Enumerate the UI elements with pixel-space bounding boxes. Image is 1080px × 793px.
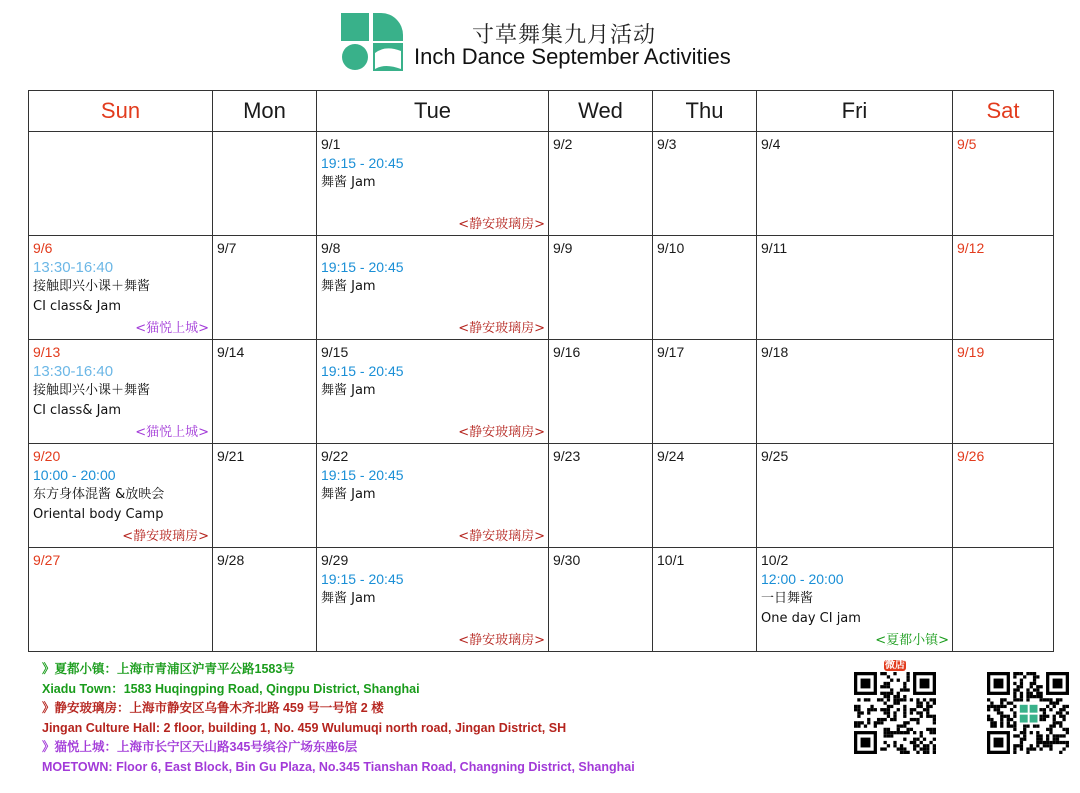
weidian-qr-code[interactable]: [852, 672, 938, 754]
event-time: 19:15 - 20:45: [321, 363, 404, 379]
day-date: 9/25: [761, 448, 789, 464]
day-date: 9/24: [657, 448, 685, 464]
calendar-table: [28, 90, 1054, 652]
event: [321, 154, 544, 193]
event-name: 东方身体混酱 &放映会: [33, 487, 165, 502]
day-date: 9/14: [217, 344, 245, 360]
event: [761, 570, 948, 629]
day-cell: [29, 548, 213, 652]
day-cell: [549, 444, 653, 548]
weidian-badge: [884, 656, 906, 671]
day-date: 9/18: [761, 344, 789, 360]
event: [321, 570, 544, 609]
day-date: 9/8: [321, 240, 341, 256]
event-time: 10:00 - 20:00: [33, 467, 116, 483]
day-cell: [29, 132, 213, 236]
jingan-address-cn: 》静安玻璃房：上海市静安区乌鲁木齐北路 459 号一号馆 2 楼: [42, 701, 384, 715]
event-venue: <猫悦上城>: [135, 321, 209, 336]
event: [321, 466, 544, 505]
week-row: [29, 548, 1054, 652]
event-time: 13:30-16:40: [33, 259, 114, 276]
event-venue: <静安玻璃房>: [458, 633, 545, 648]
day-date: 9/1: [321, 136, 341, 152]
event-time: 13:30-16:40: [33, 363, 114, 380]
event-name: 舞酱 Jam: [321, 591, 376, 606]
day-date: 9/9: [553, 240, 573, 256]
weekday-wed: Wed: [549, 91, 653, 132]
day-cell[interactable]: [29, 340, 213, 444]
event-time: 19:15 - 20:45: [321, 571, 404, 587]
day-date: 9/2: [553, 136, 573, 152]
event-name: One day CI jam: [761, 611, 861, 626]
day-date: 9/30: [553, 552, 581, 568]
event-time: 12:00 - 20:00: [761, 571, 844, 587]
moetown-address-en: MOETOWN: Floor 6, East Block, Bin Gu Plaza, No.345 Tianshan Road, Changning District, Shanghai: [42, 759, 635, 774]
day-cell[interactable]: [29, 444, 213, 548]
day-cell: [953, 444, 1054, 548]
event-time: 19:15 - 20:45: [321, 259, 404, 275]
day-date: 9/6: [33, 240, 53, 256]
day-cell[interactable]: [29, 236, 213, 340]
event-name: 一日舞酱: [761, 591, 814, 606]
event-venue: <静安玻璃房>: [122, 529, 209, 544]
event-name: 舞酱 Jam: [321, 279, 376, 294]
day-date: 9/22: [321, 448, 349, 464]
header: [0, 0, 1080, 90]
day-cell: [549, 132, 653, 236]
event-venue: <静安玻璃房>: [458, 529, 545, 544]
event-time: 19:15 - 20:45: [321, 155, 404, 171]
moetown-address-cn: 》猫悦上城：上海市长宁区天山路345号缤谷广场东座6层: [42, 740, 358, 754]
weekday-sat: Sat: [953, 91, 1054, 132]
day-cell: [653, 132, 757, 236]
event: [321, 362, 544, 401]
day-date: 9/3: [657, 136, 677, 152]
weekday-sun: Sun: [29, 91, 213, 132]
day-date: 10/1: [657, 552, 685, 568]
day-date: 9/4: [761, 136, 781, 152]
weekday-fri: Fri: [757, 91, 953, 132]
wechat-qr-code[interactable]: [985, 672, 1071, 754]
day-date: 9/16: [553, 344, 581, 360]
day-cell: [653, 548, 757, 652]
day-cell: [213, 340, 317, 444]
day-cell: [953, 548, 1054, 652]
event: [33, 362, 208, 421]
venue-addresses: [42, 660, 635, 777]
day-date: 9/10: [657, 240, 685, 256]
event-venue: <静安玻璃房>: [458, 321, 545, 336]
event-time: 19:15 - 20:45: [321, 467, 404, 483]
day-cell: [213, 548, 317, 652]
event-name: 舞酱 Jam: [321, 487, 376, 502]
week-row: [29, 236, 1054, 340]
day-date: 9/23: [553, 448, 581, 464]
day-cell[interactable]: [317, 444, 549, 548]
day-date: 9/11: [761, 240, 788, 256]
day-date: 9/20: [33, 448, 61, 464]
event-venue: <静安玻璃房>: [458, 425, 545, 440]
day-cell[interactable]: [757, 548, 953, 652]
day-cell[interactable]: [317, 340, 549, 444]
day-cell: [213, 444, 317, 548]
day-cell: [953, 236, 1054, 340]
event: [33, 258, 208, 317]
event-name: 接触即兴小课＋舞酱: [33, 383, 151, 398]
inch-dance-logo: [341, 13, 403, 71]
calendar-body: [29, 132, 1054, 652]
day-date: 9/15: [321, 344, 349, 360]
title-english: Inch Dance September Activities: [414, 44, 731, 69]
event-name: 舞酱 Jam: [321, 175, 376, 190]
jingan-address-en: Jingan Culture Hall: 2 floor, building 1, No. 459 Wulumuqi north road, Jingan District, SH: [42, 720, 567, 735]
week-row: [29, 340, 1054, 444]
event-name: CI class& Jam: [33, 403, 122, 418]
title-chinese: 寸草舞集九月活动: [472, 23, 657, 48]
day-date: 9/13: [33, 344, 61, 360]
weekday-mon: Mon: [213, 91, 317, 132]
day-cell: [653, 236, 757, 340]
event-name: 舞酱 Jam: [321, 383, 376, 398]
day-date: 9/27: [33, 552, 61, 568]
event-name: Oriental body Camp: [33, 507, 164, 522]
day-date: 9/26: [957, 448, 985, 464]
event-name: 接触即兴小课＋舞酱: [33, 279, 151, 294]
day-date: 9/19: [957, 344, 985, 360]
weidian-badge-label: 微店: [885, 660, 905, 671]
day-cell[interactable]: [317, 236, 549, 340]
day-cell: [213, 236, 317, 340]
day-cell: [757, 340, 953, 444]
day-cell: [213, 132, 317, 236]
day-cell: [653, 340, 757, 444]
day-cell: [757, 132, 953, 236]
event-venue: <夏都小镇>: [875, 633, 949, 648]
day-date: 9/21: [217, 448, 245, 464]
xiadu-address-cn: 》夏都小镇：上海市青浦区沪青平公路1583号: [42, 662, 295, 676]
event-venue: <静安玻璃房>: [458, 217, 545, 232]
event: [33, 466, 208, 525]
day-cell: [653, 444, 757, 548]
week-row: [29, 444, 1054, 548]
day-date: 9/5: [957, 136, 977, 152]
day-date: 9/12: [957, 240, 985, 256]
day-date: 9/7: [217, 240, 237, 256]
day-cell: [549, 548, 653, 652]
day-cell: [549, 340, 653, 444]
day-cell: [953, 340, 1054, 444]
event: [321, 258, 544, 297]
day-date: 9/29: [321, 552, 349, 568]
day-cell: [757, 444, 953, 548]
xiadu-address-en: Xiadu Town：1583 Huqingping Road, Qingpu District, Shanghai: [42, 681, 420, 696]
day-date: 9/28: [217, 552, 245, 568]
weekday-thu: Thu: [653, 91, 757, 132]
event-venue: <猫悦上城>: [135, 425, 209, 440]
week-row: [29, 132, 1054, 236]
weekday-header-row: [29, 91, 1054, 132]
weekday-tue: Tue: [317, 91, 549, 132]
day-cell[interactable]: [317, 548, 549, 652]
day-date: 10/2: [761, 552, 789, 568]
event-name: CI class& Jam: [33, 299, 122, 314]
day-cell: [953, 132, 1054, 236]
day-date: 9/17: [657, 344, 685, 360]
day-cell[interactable]: [317, 132, 549, 236]
day-cell: [549, 236, 653, 340]
day-cell: [757, 236, 953, 340]
